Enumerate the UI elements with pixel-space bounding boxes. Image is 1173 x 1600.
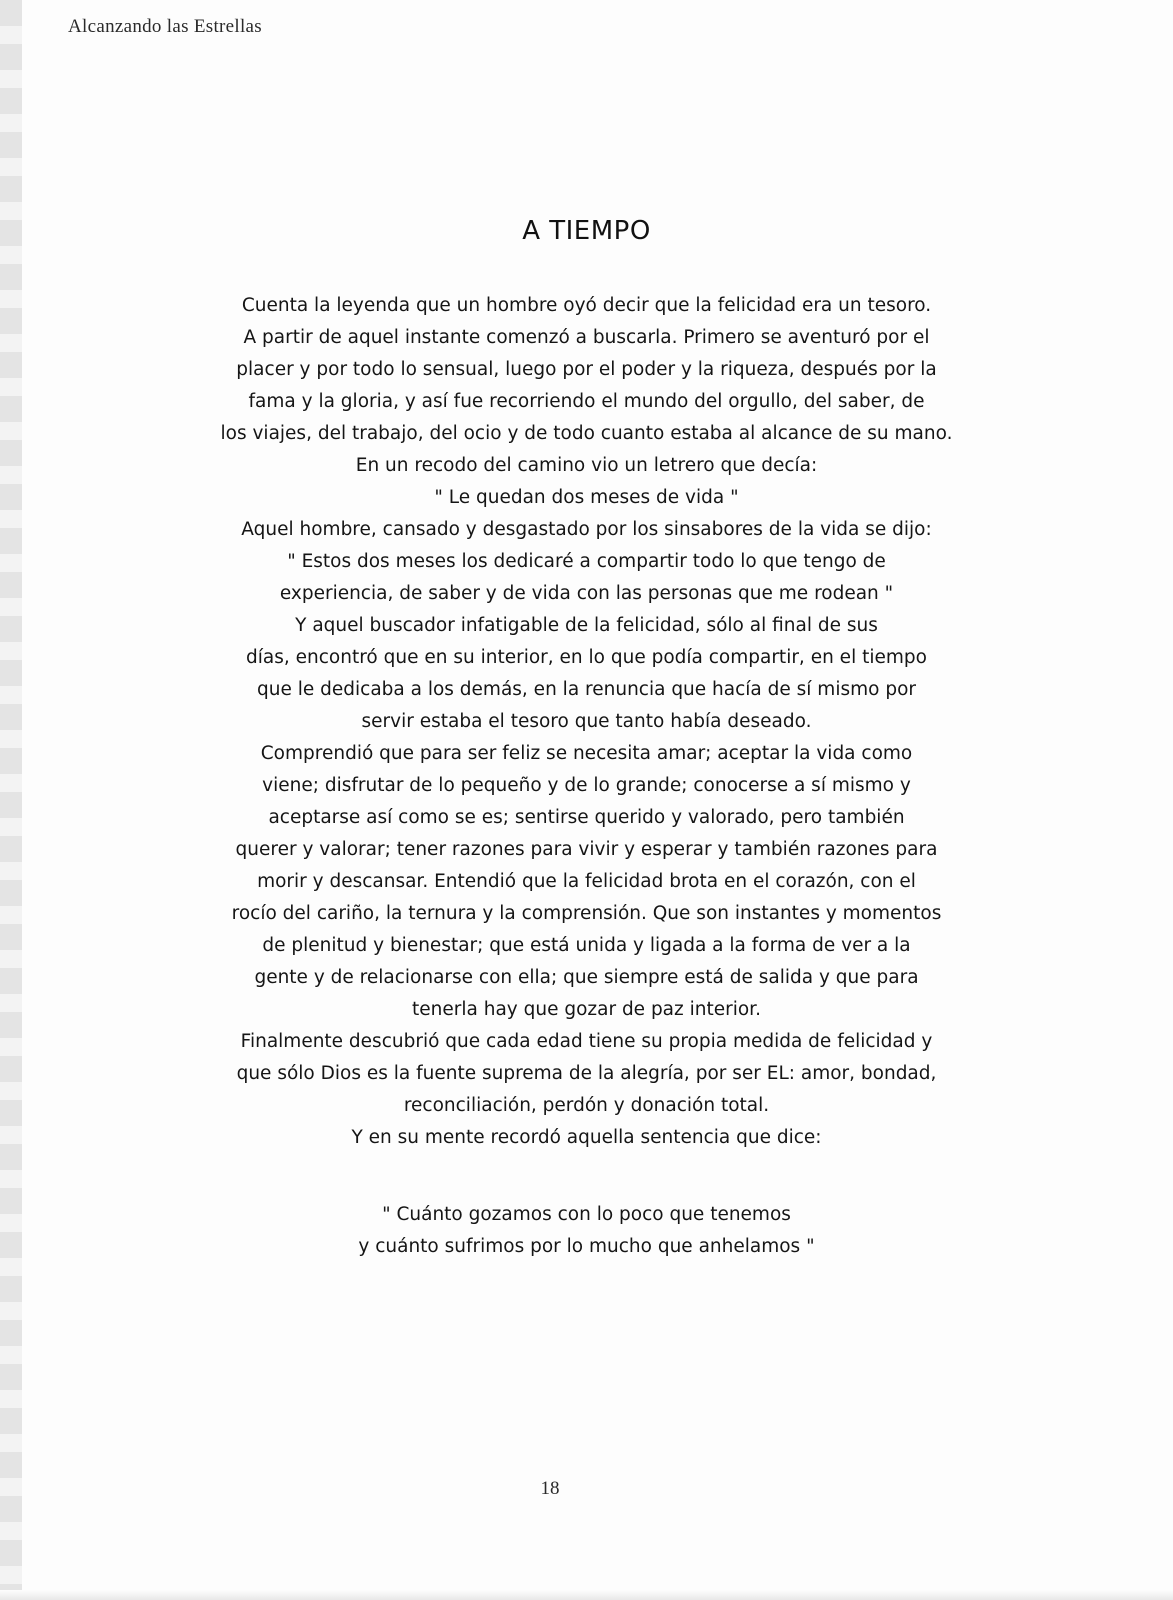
- body-line: Aquel hombre, cansado y desgastado por los sinsabores de la vida se dijo:: [241, 519, 932, 540]
- body-line: Comprendió que para ser feliz se necesita amar; aceptar la vida como: [260, 743, 913, 764]
- body-line: Y aquel buscador infatigable de la felicidad, sólo al final de sus: [295, 615, 878, 636]
- body-line: experiencia, de saber y de vida con las personas que me rodean ": [279, 583, 894, 604]
- body-line: los viajes, del trabajo, del ocio y de todo cuanto estaba al alcance de su mano.: [220, 423, 953, 444]
- body-line: viene; disfrutar de lo pequeño y de lo grande; conocerse a sí mismo y: [262, 775, 911, 796]
- body-line: servir estaba el tesoro que tanto había deseado.: [361, 711, 812, 732]
- body-line: En un recodo del camino vio un letrero que decía:: [355, 455, 818, 476]
- body-line: querer y valorar; tener razones para vivir y esperar y también razones para: [235, 839, 938, 860]
- body-line: días, encontró que en su interior, en lo que podía compartir, en el tiempo: [246, 647, 927, 668]
- article-body: [100, 290, 1073, 1154]
- running-header: Alcanzando las Estrellas: [68, 16, 262, 37]
- body-line: aceptarse así como se es; sentirse querido y valorado, pero también: [268, 807, 905, 828]
- body-line: " Le quedan dos meses de vida ": [434, 487, 739, 508]
- body-line: Finalmente descubrió que cada edad tiene su propia medida de felicidad y: [240, 1031, 933, 1052]
- body-line: " Estos dos meses los dedicaré a compartir todo lo que tengo de: [287, 551, 886, 572]
- closing-quote: [100, 1199, 1073, 1263]
- body-line: gente y de relacionarse con ella; que siempre está de salida y que para: [254, 967, 919, 988]
- quote-line: " Cuánto gozamos con lo poco que tenemos: [382, 1204, 791, 1225]
- body-line: placer y por todo lo sensual, luego por el poder y la riqueza, después por la: [236, 359, 937, 380]
- body-line: fama y la gloria, y así fue recorriendo el mundo del orgullo, del saber, de: [248, 391, 925, 412]
- body-line: tenerla hay que gozar de paz interior.: [412, 999, 761, 1020]
- page-number: 18: [540, 1478, 560, 1499]
- body-line: rocío del cariño, la ternura y la comprensión. Que son instantes y momentos: [231, 903, 942, 924]
- body-line: Y en su mente recordó aquella sentencia que dice:: [351, 1127, 822, 1148]
- body-line: que sólo Dios es la fuente suprema de la alegría, por ser EL: amor, bondad,: [236, 1063, 937, 1084]
- body-line: A partir de aquel instante comenzó a buscarla. Primero se aventuró por el: [243, 327, 930, 348]
- body-line: morir y descansar. Entendió que la felicidad brota en el corazón, con el: [257, 871, 916, 892]
- body-line: reconciliación, perdón y donación total.: [403, 1095, 770, 1116]
- quote-line: y cuánto sufrimos por lo mucho que anhelamos ": [358, 1236, 815, 1257]
- body-line: Cuenta la leyenda que un hombre oyó decir que la felicidad era un tesoro.: [241, 295, 932, 316]
- body-line: que le dedicaba a los demás, en la renuncia que hacía de sí mismo por: [257, 679, 916, 700]
- body-line: de plenitud y bienestar; que está unida y ligada a la forma de ver a la: [262, 935, 911, 956]
- article-title: A TIEMPO: [522, 216, 651, 246]
- page-bottom-shadow: [0, 1590, 1173, 1600]
